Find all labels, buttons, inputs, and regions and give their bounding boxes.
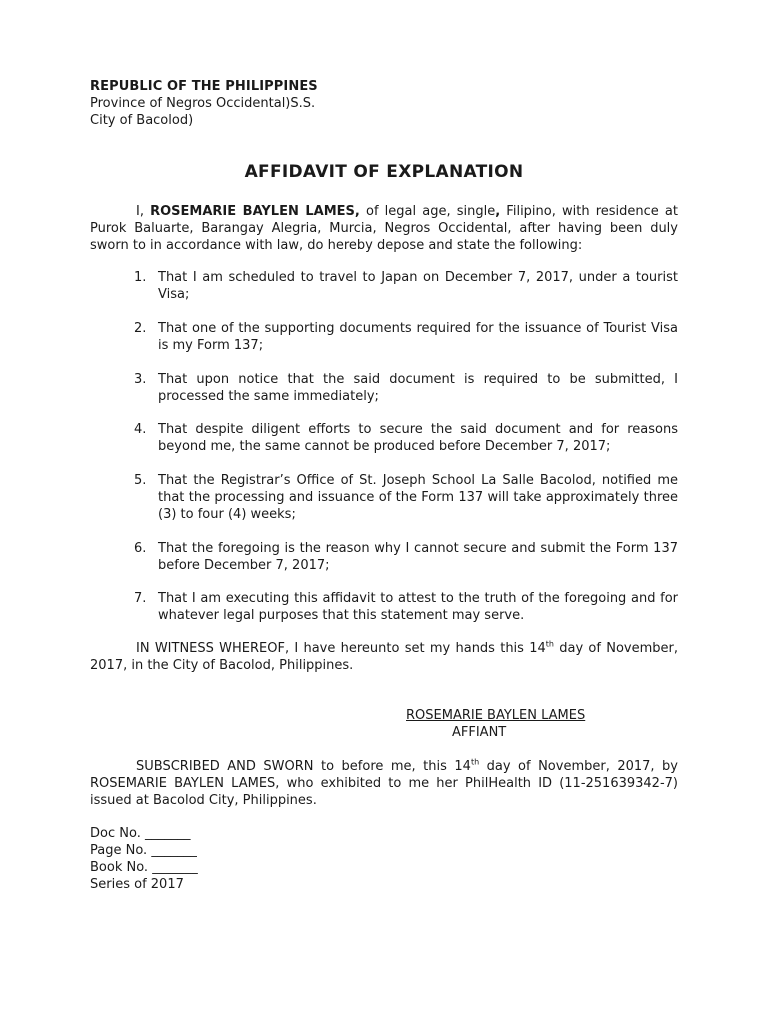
affiant-name-bold: ROSEMARIE BAYLEN LAMES, [150, 204, 360, 219]
header-republic: REPUBLIC OF THE PHILIPPINES [90, 79, 318, 94]
list-item-text: That I am scheduled to travel to Japan on December 7, 2017, under a tourist Visa; [158, 270, 678, 302]
list-item-number: 6. [134, 541, 147, 556]
list-item-number: 3. [134, 372, 147, 387]
witness-ordinal: th [545, 639, 554, 649]
header-province: Province of Negros Occidental)S.S. [90, 96, 316, 111]
header-city: City of Bacolod) [90, 113, 194, 128]
jurat-part1: SUBSCRIBED AND SWORN to before me, this 14 [136, 759, 471, 774]
list-item [134, 320, 678, 354]
jurat-part2: day of November, 2017, by ROSEMARIE BAYLEN LAMES, who exhibited to me her PhilHealth ID (11-251639342-7) issued at Bacolod City, Philippines. [90, 759, 678, 808]
list-item-text: That the foregoing is the reason why I cannot secure and submit the Form 137 before December 7, 2017; [158, 541, 678, 573]
witness-part1: IN WITNESS WHEREOF, I have hereunto set my hands this 14 [136, 641, 546, 656]
intro-paragraph [90, 203, 678, 254]
list-item-text: That one of the supporting documents required for the issuance of Tourist Visa is my Form 137; [158, 321, 678, 353]
list-item [134, 269, 678, 303]
doc-number: Doc No. _______ [90, 826, 191, 841]
series-year: Series of 2017 [90, 877, 184, 892]
jurat-ordinal: th [470, 757, 480, 767]
document-title: AFFIDAVIT OF EXPLANATION [244, 162, 524, 182]
witness-part2: day of November, 2017, in the City of Bacolod, Philippines. [90, 641, 678, 673]
page-number: Page No. _______ [90, 843, 197, 858]
list-item-text: That the Registrar’s Office of St. Joseph School La Salle Bacolod, notified me that the processing and issuance of the Form 137 will take approximately three (3) to four (4) weeks; [158, 473, 678, 522]
list-item-text: That despite diligent efforts to secure the said document and for reasons beyond me, the same cannot be produced before December 7, 2017; [158, 422, 678, 454]
list-item-number: 4. [134, 422, 147, 437]
signature-name: ROSEMARIE BAYLEN LAMES [406, 708, 586, 723]
list-item [134, 590, 678, 624]
list-item-number: 2. [134, 321, 147, 336]
list-item-number: 1. [134, 270, 147, 285]
intro-prefix: I, [136, 204, 151, 219]
intro-part2: Filipino, with residence at Purok Baluarte, Barangay Alegria, Murcia, Negros Occidental, after having been duly sworn to in accordance with law, do hereby depose and state the following: [90, 204, 678, 253]
signature-role: AFFIANT [452, 725, 507, 740]
list-item-number: 5. [134, 473, 147, 488]
list-item [134, 540, 678, 574]
intro-part1: of legal age, single [359, 204, 496, 219]
jurat-paragraph [90, 758, 678, 809]
book-number: Book No. _______ [90, 860, 198, 875]
list-item-text: That I am executing this affidavit to attest to the truth of the foregoing and for whatever legal purposes that this statement may serve. [158, 591, 678, 623]
list-item-text: That upon notice that the said document is required to be submitted, I processed the same immediately; [158, 372, 678, 404]
intro-comma: , [495, 204, 501, 219]
list-item [134, 371, 678, 405]
witness-paragraph [90, 640, 678, 674]
list-item-number: 7. [134, 591, 147, 606]
list-item [134, 421, 678, 455]
list-item [134, 472, 678, 523]
